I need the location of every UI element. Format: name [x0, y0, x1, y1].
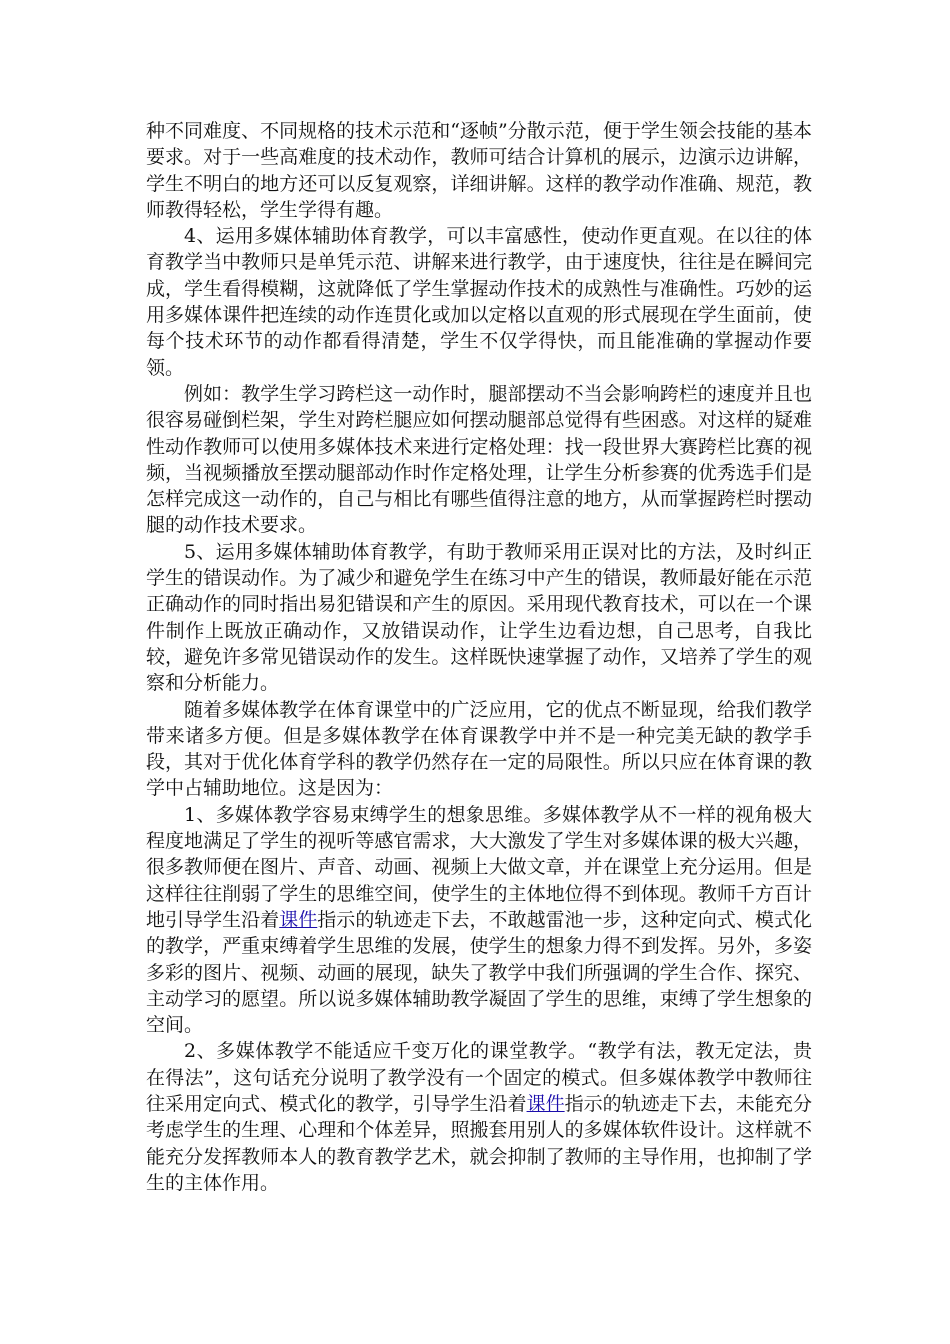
courseware-link[interactable]: 课件 — [279, 908, 318, 931]
paragraph-text: 1、多媒体教学容易束缚学生的想象思维。多媒体教学从不一样的视角极大程度地满足了学生的视听等感官需求，大大激发了学生对多媒体课的极大兴趣，很多教师便在图片、声音、动画、视频上大做文章，并在课堂上充分运用。但是这样往往削弱了学生的思维空间，使学生的主体地位得不到体现。教师千方百计地引导学生沿着 — [146, 803, 812, 931]
paragraph-continuation — [146, 118, 812, 223]
paragraph-text: 例如：教学生学习跨栏这一动作时，腿部摆动不当会影响跨栏的速度并且也很容易碰倒栏架，学生对跨栏腿应如何摆动腿部总觉得有些困惑。对这样的疑难性动作教师可以使用多媒体技术来进行定格处理：找一段世界大赛跨栏比赛的视频，当视频播放至摆动腿部动作时作定格处理，让学生分析参赛的优秀选手们是怎样完成这一动作的，自己与相比有哪些值得注意的地方，从而掌握跨栏时摆动腿的动作技术要求。 — [146, 382, 812, 537]
courseware-link[interactable]: 课件 — [526, 1092, 565, 1115]
paragraph-item-5 — [146, 539, 812, 697]
paragraph-limitation-1 — [146, 802, 812, 1039]
paragraph-item-4 — [146, 223, 812, 381]
document-page — [146, 118, 812, 1196]
paragraph-text: 指示的轨迹走下去，不敢越雷池一步，这种定向式、模式化的教学，严重束缚着学生思维的发展，使学生的想象力得不到发挥。另外，多姿多彩的图片、视频、动画的展现，缺失了教学中我们所强调的学生合作、探究、主动学习的愿望。所以说多媒体辅助教学凝固了学生的思维，束缚了学生想象的空间。 — [146, 908, 812, 1037]
paragraph-limitation-2 — [146, 1038, 812, 1196]
paragraph-example — [146, 381, 812, 539]
paragraph-text: 2、多媒体教学不能适应千变万化的课堂教学。“教学有法，教无定法，贵在得法”，这句话充分说明了教学没有一个固定的模式。但多媒体教学中教师往往采用定向式、模式化的教学，引导学生沿着 — [146, 1040, 812, 1115]
paragraph-transition — [146, 697, 812, 802]
paragraph-text: 5、运用多媒体辅助体育教学，有助于教师采用正误对比的方法，及时纠正学生的错误动作。为了减少和避免学生在练习中产生的错误，教师最好能在示范正确动作的同时指出易犯错误和产生的原因。采用现代教育技术，可以在一个课件制作上既放正确动作，又放错误动作，让学生边看边想，自己思考，自我比较，避免许多常见错误动作的发生。这样既快速掌握了动作，又培养了学生的观察和分析能力。 — [146, 540, 812, 695]
paragraph-text: 随着多媒体教学在体育课堂中的广泛应用，它的优点不断显现，给我们教学带来诸多方便。但是多媒体教学在体育课教学中并不是一种完美无缺的教学手段，其对于优化体育学科的教学仍然存在一定的局限性。所以只应在体育课的教学中占辅助地位。这是因为： — [146, 698, 812, 800]
paragraph-text: 种不同难度、不同规格的技术示范和“逐帧”分散示范，便于学生领会技能的基本要求。对于一些高难度的技术动作，教师可结合计算机的展示，边演示边讲解，学生不明白的地方还可以反复观察，详细讲解。这样的教学动作准确、规范，教师教得轻松，学生学得有趣。 — [146, 120, 812, 221]
paragraph-text: 4、运用多媒体辅助体育教学，可以丰富感性，使动作更直观。在以往的体育教学当中教师只是单凭示范、讲解来进行教学，由于速度快，往往是在瞬间完成，学生看得模糊，这就降低了学生掌握动作技术的成熟性与准确性。巧妙的运用多媒体课件把连续的动作连贯化或加以定格以直观的形式展现在学生面前，使每个技术环节的动作都看得清楚，学生不仅学得快，而且能准确的掌握动作要领。 — [146, 225, 812, 379]
paragraph-text: 指示的轨迹走下去，未能充分考虑学生的生理、心理和个体差异，照搬套用别人的多媒体软件设计。这样就不能充分发挥教师本人的教育教学艺术，就会抑制了教师的主导作用，也抑制了学生的主体作用。 — [146, 1092, 812, 1194]
